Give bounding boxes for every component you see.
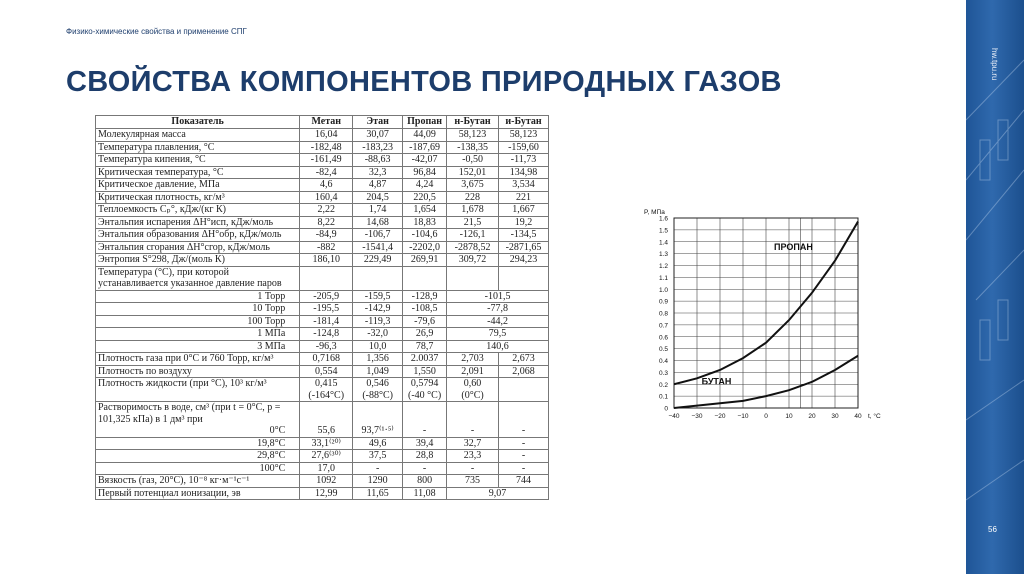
row-label: Энтальпия образования ΔH°обр, кДж/моль — [96, 229, 300, 242]
table-cell: 10,0 — [353, 340, 403, 353]
liquid-density-temp: (-164°С) — [308, 389, 345, 401]
table-cell: -82,4 — [300, 166, 353, 179]
table-cell: 37,5 — [353, 450, 403, 463]
y-tick-label: 0.1 — [658, 393, 668, 401]
table-cell: 96,84 — [403, 166, 447, 179]
row-label: 100 Торр — [96, 315, 300, 328]
table-cell: -104,6 — [403, 229, 447, 242]
col-header: Показатель — [96, 116, 300, 129]
row-label: 29,8°С — [96, 450, 300, 463]
table-cell — [353, 378, 403, 402]
table-cell: 4,24 — [403, 179, 447, 192]
row-label: Молекулярная масса — [96, 129, 300, 142]
table-row — [96, 266, 549, 290]
table-cell: -182,48 — [300, 141, 353, 154]
building-watermark — [966, 0, 1024, 574]
table-cell: - — [447, 402, 499, 438]
table-cell: -108,5 — [403, 303, 447, 316]
table-cell: 19,2 — [499, 216, 549, 229]
table-cell: 58,123 — [447, 129, 499, 142]
table-cell: -159,5 — [353, 290, 403, 303]
y-tick-label: 0.4 — [658, 358, 668, 365]
y-tick-label: 0.9 — [658, 298, 668, 306]
table-cell: 1,550 — [403, 365, 447, 378]
row-label: Теплоемкость Cₚ°, кДж/(кг К) — [96, 204, 300, 217]
table-header-row — [96, 116, 549, 129]
row-label: 3 МПа — [96, 340, 300, 353]
row-label — [96, 402, 300, 438]
row-label: Вязкость (газ, 20°С), 10⁻⁸ кг·м⁻¹с⁻¹ — [96, 475, 300, 488]
table-cell: -142,9 — [353, 303, 403, 316]
table-cell: -126,1 — [447, 229, 499, 242]
table-cell: -79,6 — [403, 315, 447, 328]
table-cell: 269,91 — [403, 254, 447, 267]
table-row — [96, 378, 549, 402]
table-cell: -84,9 — [300, 229, 353, 242]
table-cell: -0,50 — [447, 154, 499, 167]
table-cell: - — [353, 462, 403, 475]
x-tick-label: −40 — [668, 413, 680, 420]
table-cell: 23,3 — [447, 450, 499, 463]
table-cell: 39,4 — [403, 437, 447, 450]
table-row — [96, 402, 549, 438]
table-row — [96, 315, 549, 328]
col-header: Метан — [300, 116, 353, 129]
table-cell: - — [499, 462, 549, 475]
table-cell: -44,2 — [447, 315, 549, 328]
row-label: Плотность жидкости (при °С), 10³ кг/м³ — [96, 378, 300, 402]
table-row — [96, 216, 549, 229]
table-cell: 1,356 — [353, 353, 403, 366]
table-cell: -195,5 — [300, 303, 353, 316]
table-row — [96, 241, 549, 254]
table-cell: 0,554 — [300, 365, 353, 378]
table-cell: 8,22 — [300, 216, 353, 229]
liquid-density-temp: (-88°С) — [362, 389, 393, 401]
col-header: Пропан — [403, 116, 447, 129]
table-cell — [447, 266, 499, 290]
table-cell: 33,1⁽²⁰⁾ — [300, 437, 353, 450]
table-cell: 2,068 — [499, 365, 549, 378]
liquid-density-value: 0,546 — [366, 378, 389, 389]
table-cell: -161,49 — [300, 154, 353, 167]
table-cell: 1092 — [300, 475, 353, 488]
table-cell: 12,99 — [300, 487, 353, 500]
table-cell — [403, 266, 447, 290]
table-cell: -1541,4 — [353, 241, 403, 254]
row-label: 19,8°С — [96, 437, 300, 450]
table-row — [96, 179, 549, 192]
table-cell — [499, 266, 549, 290]
table-cell: - — [499, 402, 549, 438]
row-label: Температура плавления, °С — [96, 141, 300, 154]
y-tick-label: 1.1 — [658, 274, 668, 282]
table-cell: 186,10 — [300, 254, 353, 267]
table-cell: 78,7 — [403, 340, 447, 353]
table-cell: 220,5 — [403, 191, 447, 204]
table-cell: 79,5 — [447, 328, 549, 341]
table-cell: 32,3 — [353, 166, 403, 179]
x-tick-label: −10 — [737, 413, 749, 420]
y-tick-label: 0.8 — [658, 310, 668, 318]
table-cell: 27,6⁽³⁰⁾ — [300, 450, 353, 463]
table-cell: 735 — [447, 475, 499, 488]
table-cell: - — [499, 437, 549, 450]
table-cell: 32,7 — [447, 437, 499, 450]
table-cell: -77,8 — [447, 303, 549, 316]
table-cell: 11,65 — [353, 487, 403, 500]
table-cell: 1,74 — [353, 204, 403, 217]
table-cell: -183,23 — [353, 141, 403, 154]
table-cell: -11,73 — [499, 154, 549, 167]
properties-table — [95, 115, 549, 500]
table-cell: 160,4 — [300, 191, 353, 204]
x-axis-label: t, °C — [868, 413, 881, 420]
table-cell: 18,83 — [403, 216, 447, 229]
table-cell: 21,5 — [447, 216, 499, 229]
table-cell: -181,4 — [300, 315, 353, 328]
table-cell: - — [499, 450, 549, 463]
table-cell: 3,675 — [447, 179, 499, 192]
table-cell: -106,7 — [353, 229, 403, 242]
y-tick-label: 1.4 — [658, 239, 668, 247]
table-row — [96, 340, 549, 353]
x-tick-label: −30 — [691, 413, 703, 420]
row-label: 10 Торр — [96, 303, 300, 316]
table-cell: 1290 — [353, 475, 403, 488]
table-row — [96, 290, 549, 303]
table-cell: -159,60 — [499, 141, 549, 154]
table-row — [96, 191, 549, 204]
row-label: 1 Торр — [96, 290, 300, 303]
table-cell: - — [403, 402, 447, 438]
x-tick-label: 40 — [854, 413, 862, 420]
table-cell: 134,98 — [499, 166, 549, 179]
table-cell: -88,63 — [353, 154, 403, 167]
table-cell: -138,35 — [447, 141, 499, 154]
table-cell — [300, 266, 353, 290]
table-row — [96, 166, 549, 179]
table-cell: 58,123 — [499, 129, 549, 142]
y-tick-label: 1.6 — [658, 215, 668, 223]
table-cell: 9,07 — [447, 487, 549, 500]
liquid-density-value: 0,60 — [463, 378, 482, 389]
table-cell: -882 — [300, 241, 353, 254]
table-cell: 744 — [499, 475, 549, 488]
table-cell: 3,534 — [499, 179, 549, 192]
table-cell — [353, 266, 403, 290]
table-row — [96, 204, 549, 217]
table-cell: 2,673 — [499, 353, 549, 366]
row-label: Температура кипения, °С — [96, 154, 300, 167]
table-cell: 1,678 — [447, 204, 499, 217]
vapor-pressure-chart — [630, 200, 890, 425]
table-cell: 28,8 — [403, 450, 447, 463]
table-cell: 44,09 — [403, 129, 447, 142]
table-cell — [447, 378, 499, 402]
col-header: н-Бутан — [447, 116, 499, 129]
row-label: Критическая температура, °С — [96, 166, 300, 179]
table-cell: 4,6 — [300, 179, 353, 192]
table-cell: 1,654 — [403, 204, 447, 217]
table-cell: - — [447, 462, 499, 475]
y-tick-label: 1.5 — [658, 227, 668, 235]
row-label: Плотность по воздуху — [96, 365, 300, 378]
row-label: Плотность газа при 0°С и 760 Торр, кг/м³ — [96, 353, 300, 366]
solubility-label: Растворимость в воде, см³ (при t = 0°С, p = 101,325 кПа) в 1 дм³ при — [98, 402, 281, 425]
table-cell: -205,9 — [300, 290, 353, 303]
y-tick-label: 1.0 — [658, 286, 668, 294]
table-cell: 152,01 — [447, 166, 499, 179]
table-cell: 2,703 — [447, 353, 499, 366]
x-tick-label: −20 — [714, 413, 726, 420]
table-row — [96, 462, 549, 475]
row-label: Критическое давление, МПа — [96, 179, 300, 192]
table-row — [96, 353, 549, 366]
table-row — [96, 303, 549, 316]
table-cell: 14,68 — [353, 216, 403, 229]
y-tick-label: 0.3 — [658, 369, 668, 377]
liquid-density-value: 0,5794 — [410, 378, 439, 389]
row-label: Энтальпия испарения ΔH°исп, кДж/моль — [96, 216, 300, 229]
table-cell: 229,49 — [353, 254, 403, 267]
table-cell: -128,9 — [403, 290, 447, 303]
table-cell: -32,0 — [353, 328, 403, 341]
y-tick-label: 1.3 — [658, 251, 668, 259]
table-row — [96, 129, 549, 142]
table-cell: -119,3 — [353, 315, 403, 328]
table-cell: -134,5 — [499, 229, 549, 242]
table-cell: -2871,65 — [499, 241, 549, 254]
table-row — [96, 141, 549, 154]
table-row — [96, 254, 549, 267]
table-row — [96, 437, 549, 450]
x-tick-label: 20 — [808, 413, 816, 420]
table-cell — [403, 378, 447, 402]
table-cell: 2,091 — [447, 365, 499, 378]
row-label: Первый потенциал ионизации, эв — [96, 487, 300, 500]
liquid-density-temp: (0°С) — [461, 389, 484, 401]
table-cell: 309,72 — [447, 254, 499, 267]
page-title: СВОЙСТВА КОМПОНЕНТОВ ПРИРОДНЫХ ГАЗОВ — [66, 66, 782, 98]
row-label: Энтальпия сгорания ΔH°сгор, кДж/моль — [96, 241, 300, 254]
table-cell: 17,0 — [300, 462, 353, 475]
row-label: Энтропия S°298, Дж/(моль К) — [96, 254, 300, 267]
table-cell: 49,6 — [353, 437, 403, 450]
x-tick-label: 30 — [831, 413, 839, 420]
table-cell: -187,69 — [403, 141, 447, 154]
row-label: Температура (°С), при которой устанавливается указанное давление паров — [96, 266, 300, 290]
table-cell: 1,667 — [499, 204, 549, 217]
table-row — [96, 365, 549, 378]
liquid-density-temp: (-40 °С) — [408, 389, 442, 401]
table-cell: 55,6 — [300, 402, 353, 438]
table-row — [96, 229, 549, 242]
table-cell: -101,5 — [447, 290, 549, 303]
table-cell: 140,6 — [447, 340, 549, 353]
site-label: hw.tpu.ru — [990, 48, 999, 81]
y-tick-label: 1.2 — [658, 263, 668, 270]
y-tick-label: 0.5 — [658, 346, 668, 354]
row-label: Критическая плотность, кг/м³ — [96, 191, 300, 204]
y-tick-label: 0.7 — [658, 322, 668, 330]
table-cell: -124,8 — [300, 328, 353, 341]
table-cell: 2.0037 — [403, 353, 447, 366]
y-axis-label: P, МПа — [644, 209, 665, 216]
series-label-propane: ПРОПАН — [774, 242, 813, 253]
y-tick-label: 0.6 — [658, 334, 668, 342]
table-cell: -96,3 — [300, 340, 353, 353]
row-label: 100°С — [96, 462, 300, 475]
table-cell: 1,049 — [353, 365, 403, 378]
table-row — [96, 487, 549, 500]
table-cell: 93,7⁽¹·⁵⁾ — [353, 402, 403, 438]
table-cell: 4,87 — [353, 179, 403, 192]
table-cell: -2878,52 — [447, 241, 499, 254]
table-cell: 2,22 — [300, 204, 353, 217]
table-cell: 11,08 — [403, 487, 447, 500]
table-cell: -42,07 — [403, 154, 447, 167]
table-cell: 30,07 — [353, 129, 403, 142]
table-cell: 0,7168 — [300, 353, 353, 366]
x-tick-label: 10 — [785, 413, 793, 420]
table-cell: 294,23 — [499, 254, 549, 267]
solubility-temp: 0°С — [269, 425, 286, 436]
x-tick-label: 0 — [764, 413, 768, 420]
page-number: 56 — [988, 525, 997, 534]
liquid-density-value: 0,415 — [314, 378, 338, 389]
y-tick-label: 0 — [664, 405, 668, 413]
col-header: Этан — [353, 116, 403, 129]
table-row — [96, 154, 549, 167]
table-cell: -2202,0 — [403, 241, 447, 254]
table-row — [96, 450, 549, 463]
series-label-butane: БУТАН — [701, 376, 732, 387]
table-row — [96, 475, 549, 488]
table-cell — [300, 378, 353, 402]
row-label: 1 МПа — [96, 328, 300, 341]
table-cell — [499, 378, 549, 402]
table-row — [96, 328, 549, 341]
table-cell: 800 — [403, 475, 447, 488]
presentation-subtitle: Физико-химические свойства и применение СПГ — [66, 27, 247, 36]
y-tick-label: 0.2 — [658, 381, 668, 389]
table-cell: 26,9 — [403, 328, 447, 341]
col-header: и-Бутан — [499, 116, 549, 129]
right-decor-bar — [966, 0, 1024, 574]
table-cell: 16,04 — [300, 129, 353, 142]
table-cell: 228 — [447, 191, 499, 204]
table-cell: 204,5 — [353, 191, 403, 204]
table-cell: - — [403, 462, 447, 475]
table-cell: 221 — [499, 191, 549, 204]
